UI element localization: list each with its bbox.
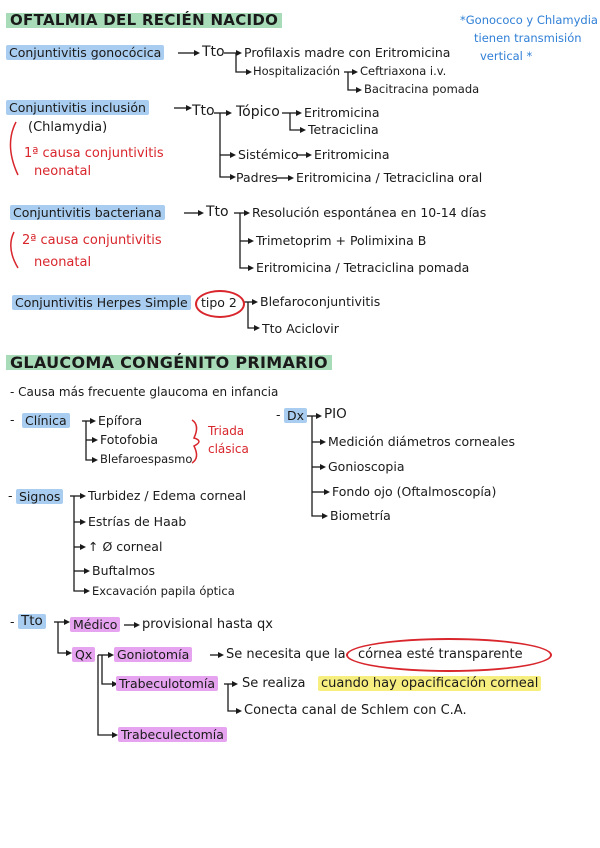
clinica-item-epifora: Epífora: [98, 413, 143, 428]
dash-signos: -: [8, 488, 13, 503]
highlight-circle-cornea: [346, 638, 552, 672]
note-line-2: tienen transmisión: [474, 31, 582, 45]
bacteriana-trimetoprim: Trimetoprim + Polimixina B: [256, 233, 427, 248]
gono-hospitalizacion: Hospitalización: [253, 64, 341, 78]
label-dx: Dx: [284, 408, 307, 423]
clinica-item-blefaroespasmo: Blefaroespasmo: [100, 452, 193, 466]
tto-trab-tx2: Conecta canal de Schlem con C.A.: [244, 703, 467, 718]
gono-profilaxis: Profilaxis madre con Eritromicina: [244, 45, 451, 60]
bacteriana-cause-line2: neonatal: [34, 255, 92, 270]
inclusion-topico-tetraciclina: Tetraciclina: [308, 122, 379, 137]
inclusion-cause-line1: 1ª causa conjuntivitis: [24, 146, 164, 161]
herpes-blefaroconjuntivitis: Blefaroconjuntivitis: [260, 294, 381, 309]
herpes-tto-aciclovir: Tto Aciclovir: [262, 321, 339, 336]
bacteriana-cause-line1: 2ª causa conjuntivitis: [22, 233, 162, 248]
tto-inclusion: Tto: [192, 103, 215, 119]
label-tto: Tto: [18, 614, 46, 629]
tto-medico-tx: provisional hasta qx: [142, 617, 273, 632]
tto-trabeculotomia: Trabeculotomía: [116, 676, 218, 691]
dx-item-diametros: Medición diámetros corneales: [328, 434, 515, 449]
tto-medico: Médico: [70, 617, 120, 632]
label-conj-herpes: Conjuntivitis Herpes Simple: [12, 295, 191, 310]
section-title-glaucoma: GLAUCOMA CONGÉNITO PRIMARIO: [6, 355, 332, 370]
inclusion-topico: Tópico: [236, 104, 280, 120]
dx-item-pio: PIO: [324, 406, 347, 422]
glaucoma-intro: - Causa más frecuente glaucoma en infancia: [10, 385, 279, 399]
tto-trabeculectomia: Trabeculectomía: [118, 727, 227, 742]
label-conj-inclusion: Conjuntivitis inclusión: [6, 100, 149, 115]
inclusion-topico-eritromicina: Eritromicina: [304, 105, 380, 120]
label-conj-gonococica: Conjuntivitis gonocócica: [6, 45, 164, 60]
label-conj-bacteriana: Conjuntivitis bacteriana: [10, 205, 165, 220]
triada-line2: clásica: [208, 442, 249, 456]
inclusion-sistemico: Sistémico: [238, 147, 299, 162]
dash-tto: -: [10, 614, 15, 629]
signos-item-haab: Estrías de Haab: [88, 514, 187, 529]
tto-gono: Tto: [202, 44, 225, 60]
dash-dx: -: [276, 407, 281, 422]
herpes-tipo: tipo 2: [201, 295, 237, 310]
dx-item-biometria: Biometría: [330, 508, 391, 523]
tto-goniotomia: Goniotomía: [114, 647, 192, 662]
clinica-item-fotofobia: Fotofobia: [100, 432, 159, 447]
inclusion-padres: Padres: [236, 170, 278, 185]
bacteriana-resolucion: Resolución espontánea en 10-14 días: [252, 205, 487, 220]
note-line-1: *Gonococo y Chlamydia: [460, 13, 598, 27]
inclusion-sistemico-eritromicina: Eritromicina: [314, 147, 390, 162]
tto-trab-highlight: cuando hay opacificación corneal: [318, 676, 541, 691]
gono-bacitracina: Bacitracina pomada: [364, 82, 480, 96]
tto-qx: Qx: [72, 647, 95, 662]
inclusion-chlamydia: (Chlamydia): [28, 120, 108, 135]
tto-gonio-tx: Se necesita que la: [226, 647, 346, 662]
inclusion-padres-tx: Eritromicina / Tetraciclina oral: [296, 170, 483, 185]
tto-trab-tx: Se realiza: [242, 676, 306, 691]
label-clinica: Clínica: [22, 413, 70, 428]
tto-gonio-highlight: córnea esté transparente: [358, 647, 523, 662]
signos-item-turbidez: Turbidez / Edema corneal: [88, 488, 247, 503]
dash-clinica: -: [10, 412, 15, 427]
dx-item-fondo-ojo: Fondo ojo (Oftalmoscopía): [332, 484, 497, 499]
highlight-circle-tipo2: [195, 290, 245, 318]
gono-ceftriaxona: Ceftriaxona i.v.: [360, 64, 447, 78]
signos-item-excavacion: Excavación papila óptica: [92, 584, 235, 598]
label-signos: Signos: [16, 489, 63, 504]
inclusion-cause-line2: neonatal: [34, 164, 92, 179]
tto-bacteriana: Tto: [206, 204, 229, 220]
section-title-oftalmia: OFTALMIA DEL RECIÉN NACIDO: [6, 13, 282, 28]
signos-item-buftalmos: Buftalmos: [92, 563, 156, 578]
signos-item-diametro: ↑ Ø corneal: [88, 539, 163, 554]
triada-line1: Triada: [208, 424, 245, 438]
bacteriana-eritromicina: Eritromicina / Tetraciclina pomada: [256, 260, 470, 275]
note-line-3: vertical *: [480, 49, 533, 63]
dx-item-gonioscopia: Gonioscopia: [328, 459, 405, 474]
